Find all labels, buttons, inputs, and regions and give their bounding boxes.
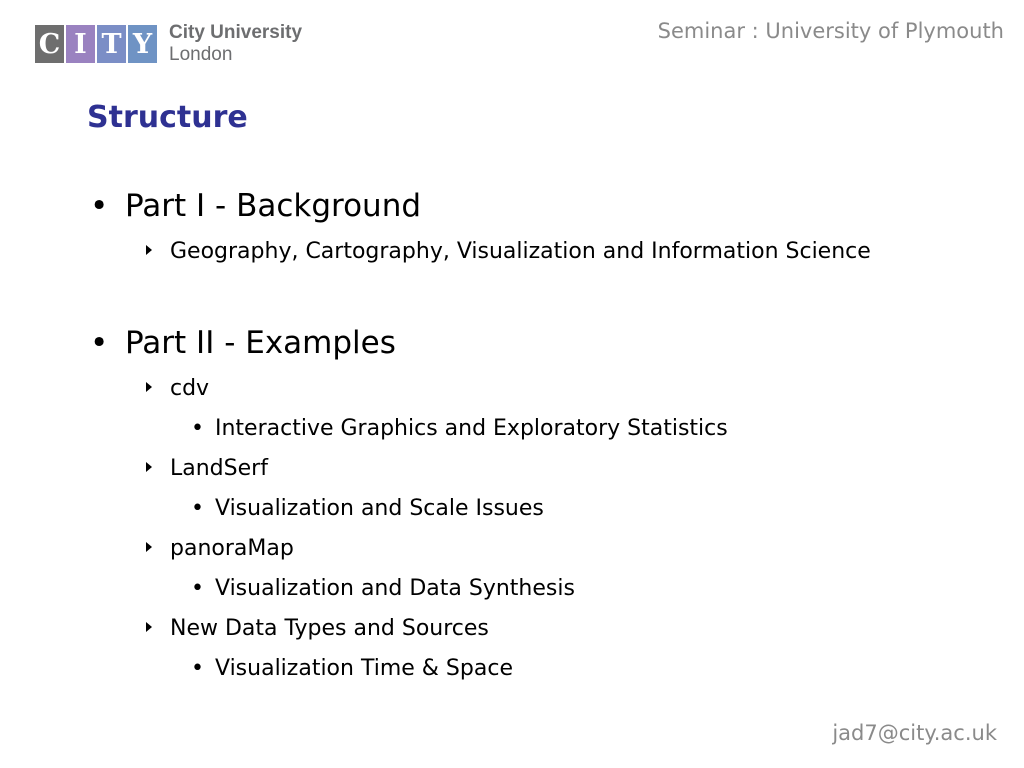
logo-letter-c: C [35, 25, 64, 63]
triangle-bullet-icon [146, 622, 152, 632]
subbullet-panoramap [170, 536, 294, 562]
logo-letter-y: Y [128, 25, 157, 63]
subbullet-landserf-label: LandSerf [170, 456, 268, 481]
triangle-bullet-icon [146, 542, 152, 552]
subbullet-landserf [170, 456, 268, 482]
bullet-icon: • [191, 416, 204, 441]
subbullet-panoramap-label: panoraMap [170, 536, 294, 561]
footer-email: jad7@city.ac.uk [832, 721, 997, 745]
subbullet-geography-label: Geography, Cartography, Visualization and Information Science [170, 239, 871, 264]
triangle-bullet-icon [146, 382, 152, 392]
subbullet-cdv [170, 376, 209, 402]
subbullet-new-data-types [170, 616, 489, 642]
bullet-icon: • [191, 656, 204, 681]
subsubbullet-time-space-label: Visualization Time & Space [215, 656, 513, 681]
subbullet-new-data-types-label: New Data Types and Sources [170, 616, 489, 641]
triangle-bullet-icon [146, 245, 152, 255]
bullet-icon: • [90, 325, 109, 361]
subsubbullet-scale-issues-label: Visualization and Scale Issues [215, 496, 544, 521]
subsubbullet-data-synthesis-label: Visualization and Data Synthesis [215, 576, 575, 601]
subsubbullet-interactive-graphics [191, 416, 728, 442]
bullet-part-1 [90, 188, 422, 224]
logo-university-name: City University [169, 22, 303, 43]
subsubbullet-time-space [191, 656, 513, 682]
slide-title: Structure [87, 100, 248, 135]
triangle-bullet-icon [146, 462, 152, 472]
bullet-icon: • [191, 576, 204, 601]
subbullet-geography [170, 239, 871, 265]
bullet-part-2-label: Part II - Examples [125, 325, 396, 361]
bullet-icon: • [90, 188, 109, 224]
logo-letter-i: I [66, 25, 95, 63]
subsubbullet-data-synthesis [191, 576, 575, 602]
logo-letter-t: T [97, 25, 126, 63]
logo-city-name: London [169, 44, 233, 65]
subsubbullet-interactive-graphics-label: Interactive Graphics and Exploratory Statistics [215, 416, 728, 441]
seminar-header: Seminar : University of Plymouth [657, 19, 1004, 43]
bullet-icon: • [191, 496, 204, 521]
bullet-part-1-label: Part I - Background [125, 188, 422, 224]
subsubbullet-scale-issues [191, 496, 544, 522]
bullet-part-2 [90, 325, 396, 361]
subbullet-cdv-label: cdv [170, 376, 210, 401]
